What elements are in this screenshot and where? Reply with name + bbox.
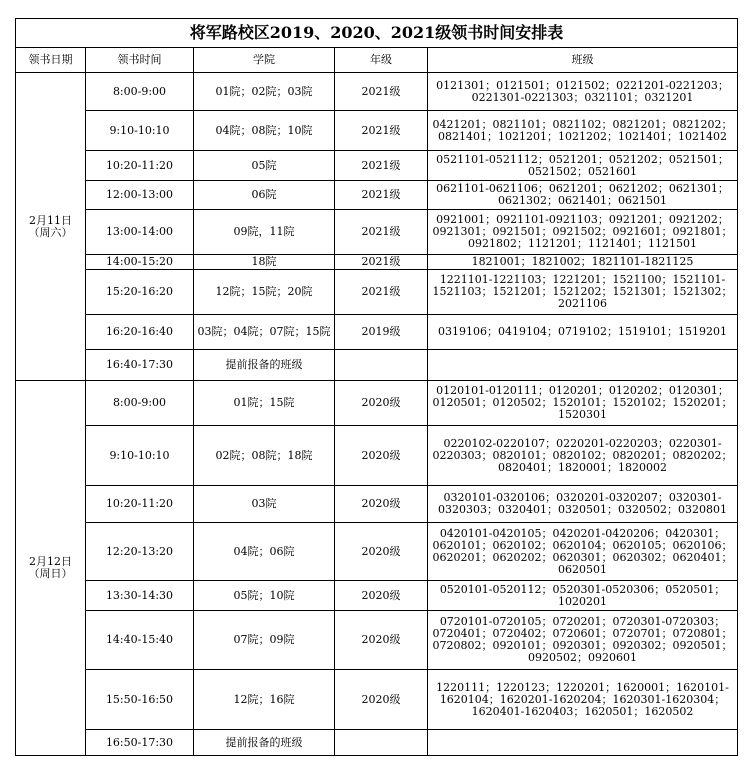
classes-cell: 0421201；0821101；0821102；0821201；0821202；0821401；1021201；1021202；1021401；1021402: [428, 111, 738, 151]
college-cell: 07院；09院: [194, 611, 335, 670]
table-row: [16, 73, 738, 111]
classes-cell: 0520101-0520112；0520301-0520306；0520501；1020201: [428, 581, 738, 611]
classes-cell: 1821001；1821002；1821101-1821125: [428, 255, 738, 270]
time-cell: 14:40-15:40: [86, 611, 194, 670]
date-cell: [16, 381, 86, 756]
date-label: 2月11日: [29, 213, 72, 227]
grade-cell: 2020级: [335, 670, 428, 730]
table-row: [16, 111, 738, 151]
classes-cell: 0921001；0921101-0921103；0921201；0921202；0921301；0921501；0921502；0921601；0921801；0921802；1121201；1121401；1121501: [428, 210, 738, 255]
time-cell: 8:00-9:00: [86, 73, 194, 111]
time-cell: 12:00-13:00: [86, 181, 194, 210]
time-cell: 8:00-9:00: [86, 381, 194, 426]
page-title: 将军路校区2019、2020、2021级领书时间安排表: [16, 19, 738, 48]
time-cell: 16:40-17:30: [86, 350, 194, 381]
classes-cell: 0220102-0220107；0220201-0220203；0220301-0220303；0820101；0820102；0820201；0820202；0820401；1820001；1820002: [428, 426, 738, 486]
table-row: [16, 270, 738, 315]
table-row: [16, 255, 738, 270]
grade-cell: 2021级: [335, 111, 428, 151]
grade-cell: 2020级: [335, 381, 428, 426]
time-cell: 13:00-14:00: [86, 210, 194, 255]
time-cell: 9:10-10:10: [86, 426, 194, 486]
classes-cell: 0621101-0621106；0621201；0621202；0621301；0621302；0621401；0621501: [428, 181, 738, 210]
table-row: [16, 315, 738, 350]
grade-cell: 2021级: [335, 270, 428, 315]
classes-cell: 1220111；1220123；1220201；1620001；1620101-1620104；1620201-1620204；1620301-1620304；1620401-1620403；1620501；1620502: [428, 670, 738, 730]
classes-cell: 0420101-0420105；0420201-0420206；0420301；0620101；0620102；0620104；0620105；0620106；0620201；0620202；0620301；0620302；0620401；0620501: [428, 523, 738, 581]
classes-cell: 1221101-1221103；1221201；1521100；1521101-1521103；1521201；1521202；1521301；1521302；2021106: [428, 270, 738, 315]
table-row: [16, 350, 738, 381]
grade-cell: 2021级: [335, 210, 428, 255]
college-cell: 01院；15院: [194, 381, 335, 426]
college-cell: 12院；16院: [194, 670, 335, 730]
college-cell: 09院，11院: [194, 210, 335, 255]
time-cell: 16:20-16:40: [86, 315, 194, 350]
time-cell: 16:50-17:30: [86, 730, 194, 756]
header-time: 领书时间: [86, 48, 194, 73]
table-row: [16, 381, 738, 426]
classes-cell: 0120101-0120111；0120201；0120202；0120301；0120501；0120502；1520101；1520102；1520201；1520301: [428, 381, 738, 426]
time-cell: 10:20-11:20: [86, 151, 194, 181]
grade-cell: 2020级: [335, 486, 428, 523]
table-body: [16, 73, 738, 756]
college-cell: 05院；10院: [194, 581, 335, 611]
grade-cell: 2020级: [335, 523, 428, 581]
college-cell: 12院；15院；20院: [194, 270, 335, 315]
grade-cell: 2021级: [335, 73, 428, 111]
header-date: 领书日期: [16, 48, 86, 73]
table-row: [16, 151, 738, 181]
college-cell: 04院；08院；10院: [194, 111, 335, 151]
grade-cell: 2021级: [335, 151, 428, 181]
weekday-label: （周六）: [28, 225, 73, 239]
college-cell: 03院: [194, 486, 335, 523]
header-grade: 年级: [335, 48, 428, 73]
table-row: [16, 426, 738, 486]
table-row: [16, 670, 738, 730]
grade-cell: 2021级: [335, 181, 428, 210]
college-cell: 提前报备的班级: [194, 350, 335, 381]
grade-cell: 2020级: [335, 611, 428, 670]
classes-cell: 0720101-0720105；0720201；0720301-0720303；0720401；0720402；0720601；0720701；0720801；0720802；0920101；0920301；0920302；0920501；0920502；0920601: [428, 611, 738, 670]
classes-cell: [428, 350, 738, 381]
header-classes: 班级: [428, 48, 738, 73]
classes-cell: 0320101-0320106；0320201-0320207；0320301-0320303；0320401；0320501；0320502；0320801: [428, 486, 738, 523]
date-cell: [16, 73, 86, 381]
college-cell: 04院；06院: [194, 523, 335, 581]
time-cell: 15:50-16:50: [86, 670, 194, 730]
college-cell: 06院: [194, 181, 335, 210]
college-cell: 02院；08院；18院: [194, 426, 335, 486]
table-row: [16, 486, 738, 523]
grade-cell: [335, 350, 428, 381]
classes-cell: 0521101-0521112；0521201；0521202；0521501；0521502；0521601: [428, 151, 738, 181]
time-cell: 13:30-14:30: [86, 581, 194, 611]
header-college: 学院: [194, 48, 335, 73]
time-cell: 14:00-15:20: [86, 255, 194, 270]
time-cell: 9:10-10:10: [86, 111, 194, 151]
table-row: [16, 730, 738, 756]
classes-cell: 0121301；0121501；0121502；0221201-0221203；0221301-0221303；0321101；0321201: [428, 73, 738, 111]
grade-cell: [335, 730, 428, 756]
college-cell: 18院: [194, 255, 335, 270]
college-cell: 03院；04院；07院；15院: [194, 315, 335, 350]
time-cell: 12:20-13:20: [86, 523, 194, 581]
date-label: 2月12日: [29, 555, 72, 568]
classes-cell: 0319106；0419104；0719102；1519101；1519201: [428, 315, 738, 350]
table-row: [16, 210, 738, 255]
table-row: [16, 581, 738, 611]
book-schedule-table: [15, 18, 738, 756]
weekday-label: （周日）: [28, 567, 73, 580]
college-cell: 01院；02院；03院: [194, 73, 335, 111]
table-row: [16, 523, 738, 581]
college-cell: 05院: [194, 151, 335, 181]
college-cell: 提前报备的班级: [194, 730, 335, 756]
table-row: [16, 181, 738, 210]
table-row: [16, 611, 738, 670]
classes-cell: [428, 730, 738, 756]
grade-cell: 2019级: [335, 315, 428, 350]
grade-cell: 2020级: [335, 581, 428, 611]
grade-cell: 2020级: [335, 426, 428, 486]
time-cell: 10:20-11:20: [86, 486, 194, 523]
time-cell: 15:20-16:20: [86, 270, 194, 315]
grade-cell: 2021级: [335, 255, 428, 270]
